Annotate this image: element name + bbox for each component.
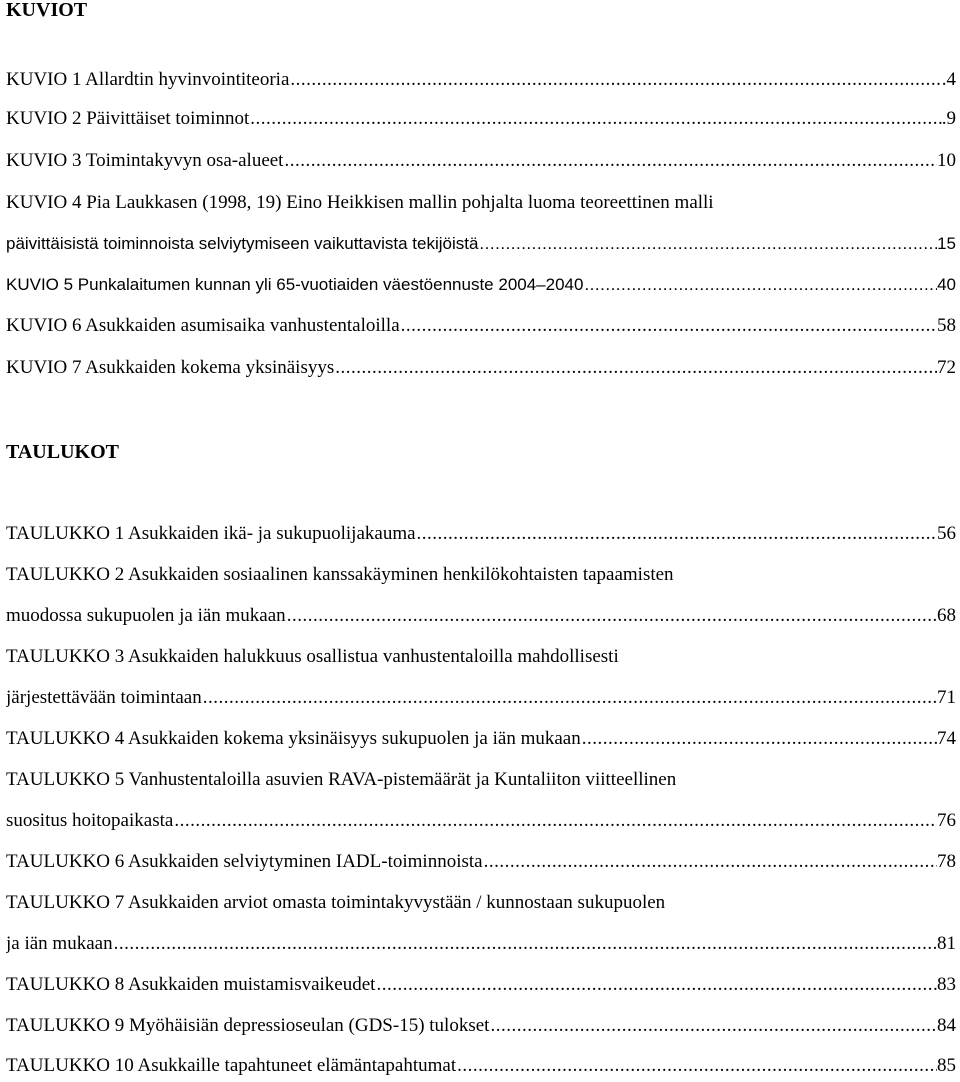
table-entry-10[interactable] <box>6 1054 956 1078</box>
table-entry-page: 71 <box>937 687 956 708</box>
dot-leader <box>581 727 937 751</box>
figure-entry-1[interactable] <box>6 68 956 92</box>
table-entry-7[interactable] <box>6 932 956 956</box>
table-entry-page: 56 <box>937 523 956 544</box>
dot-leader <box>283 149 937 173</box>
table-entry-1[interactable] <box>6 522 956 546</box>
figure-entry-3[interactable] <box>6 149 956 173</box>
table-entry-page: 74 <box>937 728 956 749</box>
table-entry-7-line1[interactable]: TAULUKKO 7 Asukkaiden arviot omasta toimintakyvystään / kunnostaan sukupuolen <box>6 892 666 913</box>
figure-entry-title: päivittäisistä toiminnoista selviytymiseen vaikuttavista tekijöistä <box>6 234 479 253</box>
figure-entry-5[interactable] <box>6 273 956 297</box>
table-entry-title: TAULUKKO 6 Asukkaiden selviytyminen IADL-toiminnoista <box>6 851 483 872</box>
table-entry-9[interactable] <box>6 1014 956 1038</box>
table-entry-title: ja iän mukaan <box>6 933 113 954</box>
table-entry-2[interactable] <box>6 604 956 628</box>
table-entry-page: 78 <box>937 851 956 872</box>
figure-entry-page: .9 <box>941 108 956 129</box>
figures-heading: KUVIOT <box>6 0 88 21</box>
tables-heading: TAULUKOT <box>6 441 119 463</box>
figure-entry-title: KUVIO 2 Päivittäiset toiminnot <box>6 108 250 129</box>
table-entry-3[interactable] <box>6 686 956 710</box>
figure-entry-title: KUVIO 3 Toimintakyvyn osa-alueet <box>6 150 284 171</box>
table-entry-title: muodossa sukupuolen ja iän mukaan <box>6 605 286 626</box>
table-entry-5-line1[interactable]: TAULUKKO 5 Vanhustentaloilla asuvien RAVA-pistemäärät ja Kuntaliiton viitteellinen <box>6 769 677 790</box>
figure-entry-page: 15 <box>937 234 956 253</box>
dot-leader <box>249 107 941 131</box>
table-entry-page: 83 <box>937 974 956 995</box>
table-entry-3-line1[interactable]: TAULUKKO 3 Asukkaiden halukkuus osallistua vanhustentaloilla mahdollisesti <box>6 646 619 667</box>
figure-entry-7[interactable] <box>6 356 956 380</box>
table-entry-title: suositus hoitopaikasta <box>6 810 174 831</box>
dot-leader <box>113 932 937 956</box>
table-entry-title: TAULUKKO 10 Asukkaille tapahtuneet elämäntapahtumat <box>6 1055 457 1076</box>
figure-entry-page: 72 <box>937 357 956 378</box>
figure-entry-2[interactable] <box>6 107 956 131</box>
table-entry-title: TAULUKKO 8 Asukkaiden muistamisvaikeudet <box>6 974 376 995</box>
figure-entry-title: KUVIO 5 Punkalaitumen kunnan yli 65-vuotiaiden väestöennuste 2004–2040 <box>6 275 584 294</box>
table-entry-title: TAULUKKO 4 Asukkaiden kokema yksinäisyys sukupuolen ja iän mukaan <box>6 728 581 749</box>
figure-entry-title: KUVIO 7 Asukkaiden kokema yksinäisyys <box>6 357 335 378</box>
figure-entry-title: KUVIO 1 Allardtin hyvinvointiteoria <box>6 69 290 90</box>
dot-leader <box>202 686 937 710</box>
dot-leader <box>289 68 941 92</box>
dot-leader <box>416 522 937 546</box>
dot-leader <box>334 356 937 380</box>
figure-entry-4-line1[interactable]: KUVIO 4 Pia Laukkasen (1998, 19) Eino Heikkisen mallin pohjalta luoma teoreettinen malli <box>6 192 714 213</box>
dot-leader <box>489 1014 937 1038</box>
figure-entry-page: 40 <box>937 275 956 294</box>
table-entry-page: 68 <box>937 605 956 626</box>
dot-leader <box>483 850 937 874</box>
table-entry-6[interactable] <box>6 850 956 874</box>
figure-entry-4[interactable] <box>6 232 956 256</box>
dot-leader <box>456 1054 937 1078</box>
table-entry-title: TAULUKKO 1 Asukkaiden ikä- ja sukupuolijakauma <box>6 523 416 544</box>
table-entry-title: TAULUKKO 9 Myöhäisiän depressioseulan (GDS-15) tulokset <box>6 1015 490 1036</box>
dot-leader <box>583 273 937 297</box>
table-entry-title: järjestettävään toimintaan <box>6 687 202 708</box>
figure-entry-page: 10 <box>937 150 956 171</box>
figure-entry-title: KUVIO 6 Asukkaiden asumisaika vanhustentaloilla <box>6 315 400 336</box>
figure-entry-page: .4 <box>941 69 956 90</box>
table-entry-5[interactable] <box>6 809 956 833</box>
figure-entry-page: 58 <box>937 315 956 336</box>
dot-leader <box>478 232 937 256</box>
dot-leader <box>173 809 937 833</box>
table-entry-page: 84 <box>937 1015 956 1036</box>
table-entry-4[interactable] <box>6 727 956 751</box>
dot-leader <box>286 604 937 628</box>
table-entry-page: 85 <box>937 1055 956 1076</box>
table-entry-page: 81 <box>937 933 956 954</box>
figure-entry-6[interactable] <box>6 314 956 338</box>
dot-leader <box>400 314 937 338</box>
table-entry-8[interactable] <box>6 973 956 997</box>
table-entry-2-line1[interactable]: TAULUKKO 2 Asukkaiden sosiaalinen kanssakäyminen henkilökohtaisten tapaamisten <box>6 564 674 585</box>
table-entry-page: 76 <box>937 810 956 831</box>
dot-leader <box>375 973 937 997</box>
